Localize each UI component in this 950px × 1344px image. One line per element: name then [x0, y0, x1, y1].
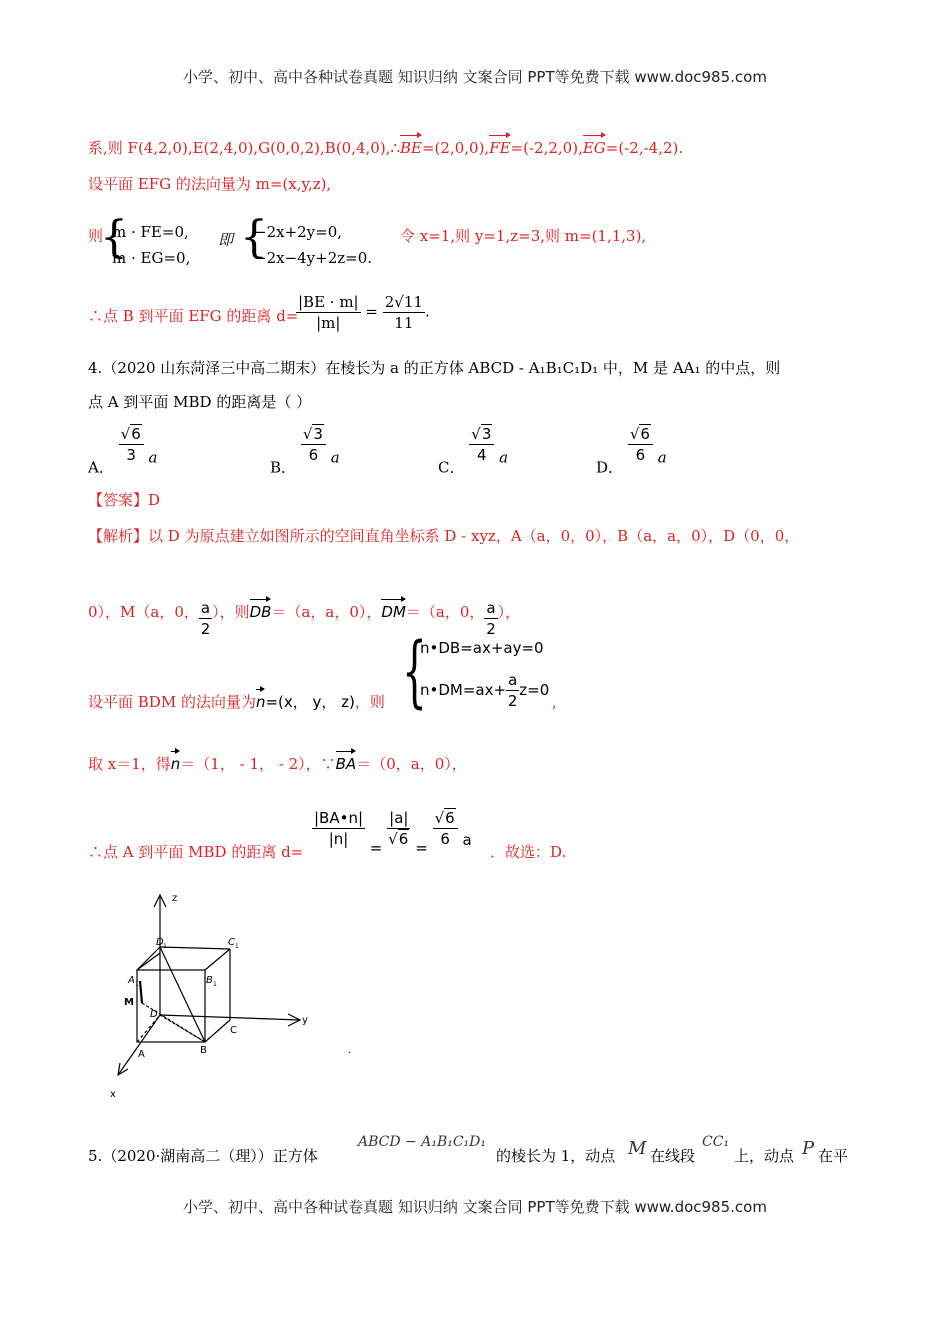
cube-coordinate-figure [100, 885, 360, 1110]
system1-eq2: m · EG=0, [112, 249, 191, 267]
q4-take-line: 取 x＝1，得n＝（1， - 1， - 2），∵BA＝（0，a，0）， [88, 755, 467, 773]
vector-FE: FE [489, 139, 511, 157]
svg-text:M: M [124, 997, 134, 1008]
q4-line2: 点 A 到平面 MBD 的距离是（ ） [88, 393, 312, 411]
q4-analysis-1: 【解析】以 D 为原点建立如图所示的空间直角坐标系 D - xyz，A（a，0，0），B（a，a，0），D（0，0， [88, 527, 800, 545]
vector-n: n [255, 693, 266, 711]
vector-EG: EG [582, 139, 606, 157]
q4-final-prefix: ∴点 A 到平面 MBD 的距离 d= [88, 843, 304, 861]
svg-text:1: 1 [213, 981, 217, 988]
z-label: z [172, 893, 178, 904]
q5-P: P [802, 1138, 815, 1159]
svg-text:1: 1 [135, 981, 139, 988]
sol3-dist-prefix: ∴点 B 到平面 EFG 的距离 d= [88, 307, 299, 325]
sol3-line2: 设平面 EFG 的法向量为 m=(x,y,z), [88, 175, 332, 193]
brace-left-1: { [100, 212, 128, 263]
svg-text:B: B [206, 975, 213, 986]
q5-cube-name: ABCD − A₁B₁C₁D₁ [358, 1134, 487, 1150]
svg-text:C: C [228, 937, 235, 948]
q4-option-B[interactable]: B． $\frac{√3}{6}$ a [270, 425, 340, 477]
x-label: x [110, 1089, 116, 1100]
q5-mid: 的棱长为 1，动点 [496, 1147, 616, 1165]
x-axis [118, 1015, 160, 1075]
document-page: 小学、初中、高中各种试卷真题 知识归纳 文案合同 PPT等免费下载 www.doc985.com 系,则 F(4,2,0),E(2,4,0),G(0,0,2),B(0,4,0),∴BE=(2,0,0),FE=(-2,2,0),EG=(-2,-4,2). 设平面 EFG 的法向量为 m=(x,y,z), 则 { m · FE=0, m · EG=0, 即 { −2x+2y=0, −2x−4y+2z=0. 令 x=1,则 y=1,z=3,则 m=(1,1,3), ∴点 B 到平面 EFG 的距离 d= $\frac{|BE \cdot m|}{|m|}$ = $\frac{2√11}{11}$ . 4.（2020 山东菏泽三中高二期末）在棱长为 a 的正方体 ABCD - A₁B₁C₁D₁ 中，M 是 AA₁ 的中点，则 点 A 到平面 MBD 的距离是（ ） A． $\frac{√6}{3}$ a B． $\frac{√3}{6}$ a C． $\frac{√3}{4}$ a D． $\frac{√6}{6}$ a 【答案】D 【解析】以 D 为原点建立如图所示的空间直角坐标系 D - xyz，A（a，0，0），B（a，a，0），D（0，0， 0），M（a，0， $\frac{a}{2}$ ），则DB＝（a，a，0），DM＝（a，0， $\frac{a}{2}$ ）， 设平面 BDM 的法向量为n=(x， y， z)，则 { n•DB=ax+ay=0 n•DM=ax+ $\frac{a}{2}$ z=0 , 取 x＝1，得n＝（1， - 1， - 2），∵BA＝（0，a，0）， ∴点 A 到平面 MBD 的距离 d= $\frac{|BA•n|}{|n|}$ = $\frac{|a|}{√6}$ = $\frac{√6}{6}$ a ．故选：D. z y x D 1 C 1 A 1 B 1 M D C A B · 5.（2020·湖南高二（理））正方体 ABCD − A₁B₁C₁D₁ 的棱长为 1，动点 M 在线段 CC₁ 上，动点 P 在平 小学、初中、高中各种试卷真题 知识归纳 文案合同 PPT等免费下载 www.doc985.com [0, 0, 950, 1344]
q4-line1: 4.（2020 山东菏泽三中高二期末）在棱长为 a 的正方体 ABCD - A₁B₁C₁D₁ 中，M 是 AA₁ 的中点，则 [88, 359, 781, 377]
svg-text:A: A [138, 1049, 145, 1060]
ji-label: 即 [218, 231, 234, 249]
system2-eq1: −2x+2y=0, [254, 223, 343, 241]
svg-text:A: A [128, 975, 135, 986]
q4-final-fraction: $\frac{|BA•n|}{|n|}$ = $\frac{|a|}{√6}$ = $\frac{√6}{6}$ a [314, 809, 472, 857]
vector-BE: BE [400, 139, 422, 157]
svg-text:D: D [156, 937, 164, 948]
svg-text:D: D [150, 1009, 158, 1020]
brace-left-3: { [402, 627, 427, 717]
q4-option-D[interactable]: D． $\frac{√6}{6}$ a [596, 425, 667, 477]
y-label: y [302, 1015, 308, 1026]
svg-text:B: B [200, 1045, 207, 1056]
system3-eq2: n•DM=ax+ $\frac{a}{2}$ z=0 [420, 671, 550, 710]
q4-option-C[interactable]: C． $\frac{√3}{4}$ a [438, 425, 509, 477]
vector-DB: DB [249, 603, 272, 621]
q4-normal-line: 设平面 BDM 的法向量为n=(x， y， z)，则 [88, 693, 385, 711]
svg-text:C: C [230, 1025, 237, 1036]
q4-answer: 【答案】D [88, 491, 161, 509]
system2-eq2: −2x−4y+2z=0. [254, 249, 373, 267]
svg-text:1: 1 [235, 943, 239, 950]
page-footer: 小学、初中、高中各种试卷真题 知识归纳 文案合同 PPT等免费下载 www.doc985.com [183, 1198, 767, 1216]
q5-on: 上，动点 [734, 1147, 795, 1165]
q5-seg: 在线段 [650, 1147, 696, 1165]
page-header: 小学、初中、高中各种试卷真题 知识归纳 文案合同 PPT等免费下载 www.doc985.com [183, 68, 767, 86]
sol3-dist-fraction: $\frac{|BE \cdot m|}{|m|}$ = $\frac{2√11}{11}$ . [298, 293, 430, 332]
q4-option-A[interactable]: A． $\frac{√6}{3}$ a [88, 425, 158, 477]
system3-eq1: n•DB=ax+ay=0 [420, 639, 544, 657]
vector-DM: DM [381, 603, 406, 621]
svg-text:1: 1 [163, 943, 167, 950]
q5-CC1: CC₁ [702, 1134, 730, 1150]
q5-tail: 在平 [818, 1147, 849, 1165]
sol3-line1: 系,则 F(4,2,0),E(2,4,0),G(0,0,2),B(0,4,0),∴BE=(2,0,0),FE=(-2,2,0),EG=(-2,-4,2). [88, 139, 684, 157]
q4-final-end: ．故选：D. [490, 843, 567, 861]
sol3-then: 则 [88, 227, 104, 245]
q4-analysis-2: 0），M（a，0， $\frac{a}{2}$ ），则DB＝（a，a，0），DM＝（a，0， $\frac{a}{2}$ ）， [88, 599, 521, 638]
system1-eq1: m · FE=0, [112, 223, 189, 241]
sol3-let: 令 x=1,则 y=1,z=3,则 m=(1,1,3), [400, 227, 647, 245]
brace-left-2: { [240, 212, 268, 263]
q5-number-source: 5.（2020·湖南高二（理））正方体 [88, 1147, 318, 1165]
q5-M: M [628, 1138, 647, 1159]
vector-BA: BA [335, 755, 357, 773]
